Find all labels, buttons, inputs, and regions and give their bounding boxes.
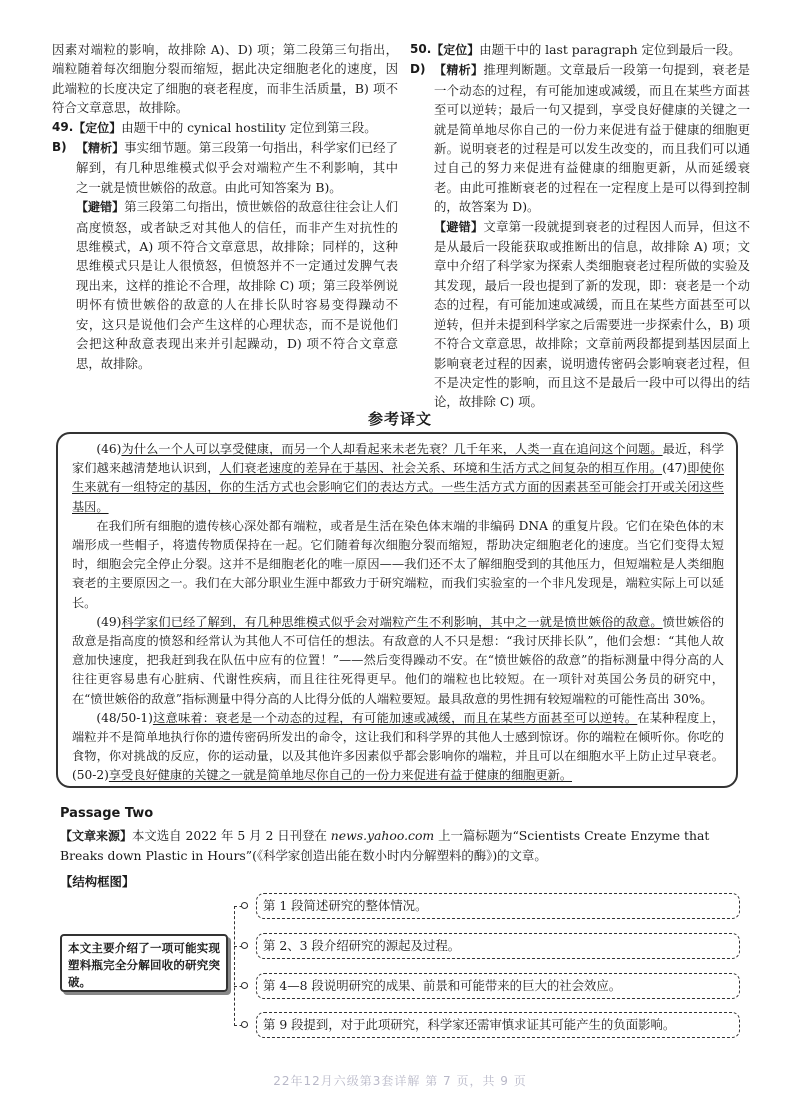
- connector-dot: [241, 942, 248, 949]
- source-site: news.yahoo.com: [330, 828, 435, 843]
- structure-frame-label: 【结构框图】: [60, 874, 135, 889]
- connector-dot: [241, 1021, 248, 1028]
- underlined-text: 即使你生来就有一组特定的基因，你的生活方式也会影响它们的表达方式。一些生活方式方面的因素甚至可能会打开或关闭这些基因。: [72, 461, 725, 514]
- locate-tag: 【定位】: [431, 43, 480, 57]
- summary-box-1: 第 1 段简述研究的整体情况。: [256, 893, 740, 919]
- right-column: [410, 40, 750, 412]
- left-column: [52, 40, 398, 373]
- q50-analysis: [410, 60, 750, 216]
- q50-avoid-text: 文章第一段就提到衰老的过程因人而异，但这不是从最后一段能获取或推断出的信息，故排除 A) 项；文章中介绍了科学家为探索人类细胞衰老过程所做的实验及其发现，最后一段也提到了新的发现，即：衰老是一个动态的过程，有可能加速或减缓，而且在某些方面甚至可以逆转，但并未提到科学家之后需要进一步探索什么，B) 项不符合文章意思，故排除；文章前两段都提到基因层面上影响衰老过程的因素，说明遗传密码会影响衰老过程，但不是决定性的影响，而且这不是最后一段中可以得出的结论，故排除 C) 项。: [434, 218, 750, 410]
- q50-number: 50.: [410, 42, 432, 56]
- diagram-trunk-line: [234, 906, 235, 1026]
- q50-locate: [410, 40, 750, 60]
- translation-paragraph-4: (48/50-1)这意味着：衰老是一个动态的过程，有可能加速或减缓，而且在某些方面甚至可以逆转。在某种程度上，端粒并不是简单地执行你的遗传密码所发出的命令，这让我们和科学界的其他人士感到惊讶。你的端粒在倾听你。你吃的食物，你对挑战的反应，你的运动量，以及其他许多因素似乎都会影响你的端粒，并且可以在细胞水平上防止过早衰老。(50-2)享受良好健康的关键之一就是简单地尽你自己的一份力来促进有益于健康的细胞更新。: [72, 710, 725, 783]
- avoid-tag: 【避错】: [434, 219, 484, 234]
- analysis-tag: 【精析】: [76, 141, 125, 156]
- underlined-text: 这意味着：衰老是一个动态的过程，有可能加速或减缓，而且在某些方面甚至可以逆转。: [152, 710, 638, 725]
- translation-box: [56, 432, 738, 788]
- summary-box-2: 第 2、3 段介绍研究的源起及过程。: [256, 933, 740, 959]
- q49-analysis-text: 事实细节题。第三段第一句指出，科学家们已经了解到，有几种思维模式似乎会对端粒产生不利影响，其中之一就是愤世嫉俗的敌意。由此可知答案为 B)。: [76, 140, 398, 195]
- locate-tag: 【定位】: [73, 120, 122, 135]
- article-source: 【文章来源】本文选自 2022 年 5 月 2 日刊登在 news.yahoo.com 上一篇标题为“Scientists Create Enzyme that Breaks down Plastic in Hours”(《科学家创造出能在数小时内分解塑料的酶》)的文章。: [60, 828, 710, 864]
- source-tag: 【文章来源】: [60, 829, 133, 843]
- q50-avoid-error: [410, 217, 750, 412]
- q49-locate: [52, 118, 398, 138]
- q49-avoid-error: [52, 197, 398, 373]
- underlined-text: 人们衰老速度的差异在于基因、社会关系、环境和生活方式之间复杂的相互作用。: [219, 461, 663, 476]
- q50-locate-text: 由题干中的 last paragraph 定位到最后一段。: [479, 42, 741, 57]
- q50-answer: D): [410, 62, 426, 77]
- connector-dot: [241, 902, 248, 909]
- q49-number: 49.: [52, 119, 74, 134]
- underlined-text: 科学家们已经了解到，有几种思维模式似乎会对端粒产生不利影响，其中之一就是愤世嫉俗的敌意。: [121, 614, 663, 629]
- q49-locate-text: 由题干中的 cynical hostility 定位到第三段。: [121, 119, 377, 135]
- translation-title: 参考译文: [367, 410, 432, 428]
- q50-analysis-text: 推理判断题。文章最后一段第一句提到，衰老是一个动态的过程，有可能加速或减缓，而且在某些方面甚至可以逆转；最后一句又提到，享受良好健康的关键之一就是简单地尽你自己的一份力来促进有益于健康的细胞更新。说明衰老的过程是可以发生改变的，而且我们可以通过自己的努力来促进有益健康的细胞更新，从而延缓衰老。由此可推断衰老的过程在一定程度上是可以得到控制的，故答案为 D)。: [434, 62, 750, 215]
- page-footer: 22年12月六级第3套详解 第 7 页，共 9 页: [273, 1074, 527, 1088]
- underlined-text: 为什么一个人可以享受健康，而另一个人却看起来未老先衰？几千年来，人类一直在追问这个问题。: [121, 442, 663, 456]
- q49-avoid-text: 第三段第二句指出，愤世嫉俗的敌意往往会让人们高度愤怒，或者缺乏对其他人的信任，而非产生对抗性的思维模式，A) 项不符合文章意思，故排除；同样的，这种思维模式只是让人很愤怒，但愤怒并不一定通过发脾气表现出来，这样的推论不合理，故排除 C) 项；第三段举例说明怀有愤世嫉俗的敌意的人在排长队时容易变得躁动不安，这只是说他们会产生这样的心理状态，而不是说他们会把这种敌意表现出来并引起躁动，D) 项不符合文章意思，故排除。: [76, 199, 398, 371]
- analysis-tag: 【精析】: [434, 63, 484, 78]
- translation-paragraph-2: 在我们所有细胞的遗传核心深处都有端粒，或者是生活在染色体末端的非编码 DNA 的重复片段。它们在染色体的末端形成一些帽子，将遗传物质保持在一起。它们随着每次细胞分裂而缩短，帮助决定细胞老化的速度。当它们变得太短时，细胞会完全停止分裂。这并不是细胞老化的唯一原因——我们还不太了解细胞受到的其他压力，但短端粒是人类细胞衰老的主要原因之一。我们在大部分职业生涯中都致力于研究端粒，而我们实验室的一个非凡发现是，端粒实际上可以延长。: [72, 518, 724, 610]
- summary-box-4: 第 9 段提到，对于此项研究，科学家还需审慎求证其可能产生的负面影响。: [256, 1012, 740, 1038]
- q49-analysis: [52, 138, 398, 197]
- summary-box-3: 第 4—8 段说明研究的成果、前景和可能带来的巨大的社会效应。: [256, 973, 740, 999]
- avoid-tag: 【避错】: [76, 200, 125, 215]
- main-idea-box: 本文主要介绍了一项可能实现塑料瓶完全分解回收的研究突破。: [60, 934, 228, 992]
- translation-paragraph-1: (46)为什么一个人可以享受健康，而另一个人却看起来未老先衰？几千年来，人类一直在追问这个问题。最近，科学家们越来越清楚地认识到，人们衰老速度的差异在于基因、社会关系、环境和生活方式之间复杂的相互作用。(47)即使你生来就有一组特定的基因，你的生活方式也会影响它们的表达方式。一些生活方式方面的因素甚至可能会打开或关闭这些基因。: [72, 442, 725, 514]
- connector-dot: [241, 982, 248, 989]
- translation-paragraph-3: (49)科学家们已经了解到，有几种思维模式似乎会对端粒产生不利影响，其中之一就是愤世嫉俗的敌意。愤世嫉俗的敌意是指高度的愤怒和经常认为其他人不可信任的想法。有敌意的人不只是想：“我讨厌排长队”，他们会想：“其他人故意加快速度，把我赶到我在队伍中应有的位置！”——然后变得躁动不安。在“愤世嫉俗的敌意”的指标测量中得分高的人往往更容易患有心脏病、代谢性疾病，而且往往死得更早。他们的端粒也比较短。在一项针对英国公务员的研究中，在“愤世嫉俗的敌意”指标测量中得分高的人比得分低的人端粒要短。最具敌意的男性拥有较短端粒的可能性高出 30%。: [72, 614, 725, 706]
- q48-analysis-continued: 因素对端粒的影响，故排除 A)、D) 项；第二段第三句指出，端粒随着每次细胞分裂而缩短，据此决定细胞老化的速度，因此端粒的长度决定了细胞的衰老程度，而非生活质量，B) 项不符合文章意思，故排除。: [52, 42, 398, 116]
- underlined-text: 享受良好健康的关键之一就是简单地尽你自己的一份力来促进有益于健康的细胞更新。: [108, 768, 573, 783]
- q49-answer: B): [52, 140, 67, 155]
- passage-two-title: Passage Two: [60, 806, 154, 821]
